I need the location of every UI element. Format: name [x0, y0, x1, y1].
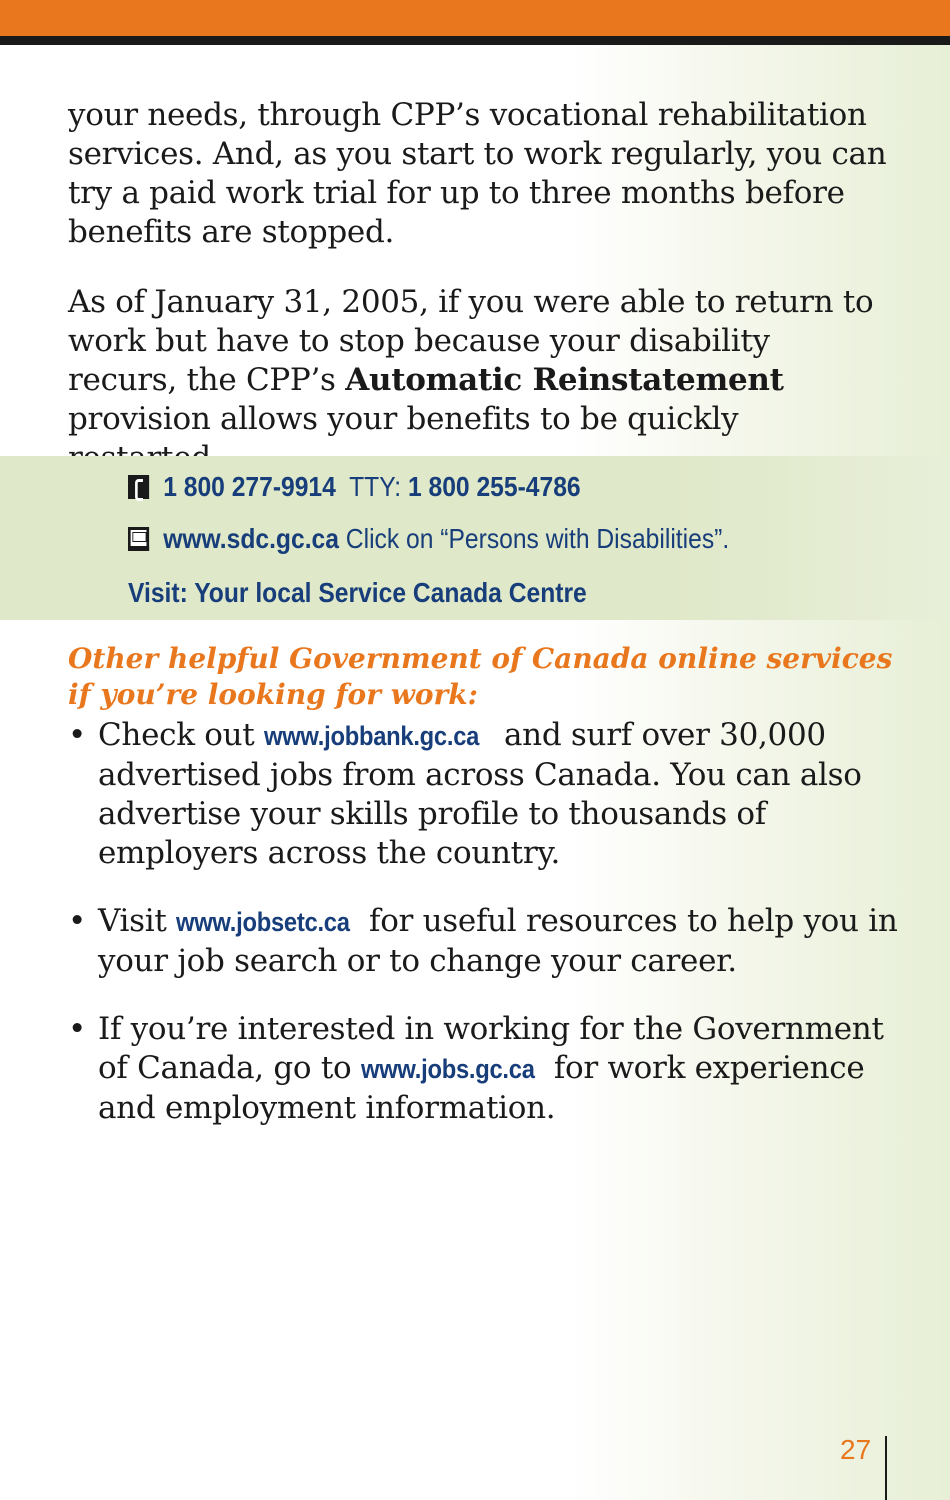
paragraph-text: As of January 31, 2005, if you were able to return to work but have to stop because your disability recurs, the CPP’s	[68, 284, 874, 398]
jobbank-link[interactable]: www.jobbank.gc.ca	[263, 721, 480, 751]
header-orange-band	[0, 0, 950, 36]
phone-row	[128, 471, 581, 503]
bullet-marker: •	[68, 1011, 86, 1047]
phone-number[interactable]: 1 800 277-9914	[163, 471, 336, 502]
list-item-text: for work experience and employment information.	[98, 1050, 865, 1126]
jobsetc-link[interactable]: www.jobsetc.ca	[176, 907, 350, 937]
list-item	[68, 716, 918, 873]
paragraph-vocational-rehabilitation: your needs, through CPP’s vocational rehabilitation services. And, as you start to work regularly, you can try a paid work trial for up to three months before benefits are stopped.	[68, 97, 887, 250]
bullet-marker: •	[68, 903, 86, 939]
list-item-text: for useful resources to help you in your job search or to change your career.	[98, 903, 898, 979]
header-black-rule	[0, 36, 950, 45]
paragraph-text: provision allows your benefits to be quickly	[68, 401, 739, 437]
page-number: 27	[840, 1434, 872, 1465]
sdc-link[interactable]: www.sdc.gc.ca	[163, 523, 339, 554]
jobs-gc-link[interactable]: www.jobs.gc.ca	[360, 1054, 535, 1084]
visit-service-canada: Visit: Your local Service Canada Centre	[128, 577, 587, 608]
web-instruction: Click on “Persons with Disabilities”.	[345, 523, 730, 554]
services-heading: Other helpful Government of Canada online services if you’re looking for work:	[68, 642, 893, 711]
computer-icon	[128, 527, 149, 551]
web-row	[128, 523, 729, 555]
list-item-text: Check out	[98, 717, 264, 753]
list-item	[68, 1010, 918, 1128]
list-item	[68, 902, 918, 981]
bullet-marker: •	[68, 717, 86, 753]
page-number-rule	[885, 1436, 887, 1500]
tty-label: TTY:	[349, 471, 402, 502]
paragraph-automatic-reinstatement	[68, 283, 888, 478]
list-item-text: If you’re interested in working for the Government of Canada, go to	[98, 1011, 884, 1086]
list-item-text: and surf over 30,000 advertised jobs from across Canada. You can also advertise your skills profile to thousands of employers across the country.	[98, 717, 862, 871]
phone-icon	[128, 475, 149, 499]
tty-number[interactable]: 1 800 255-4786	[407, 471, 581, 502]
automatic-reinstatement-term: Automatic Reinstatement	[345, 362, 784, 398]
list-item-text: Visit	[98, 903, 177, 939]
